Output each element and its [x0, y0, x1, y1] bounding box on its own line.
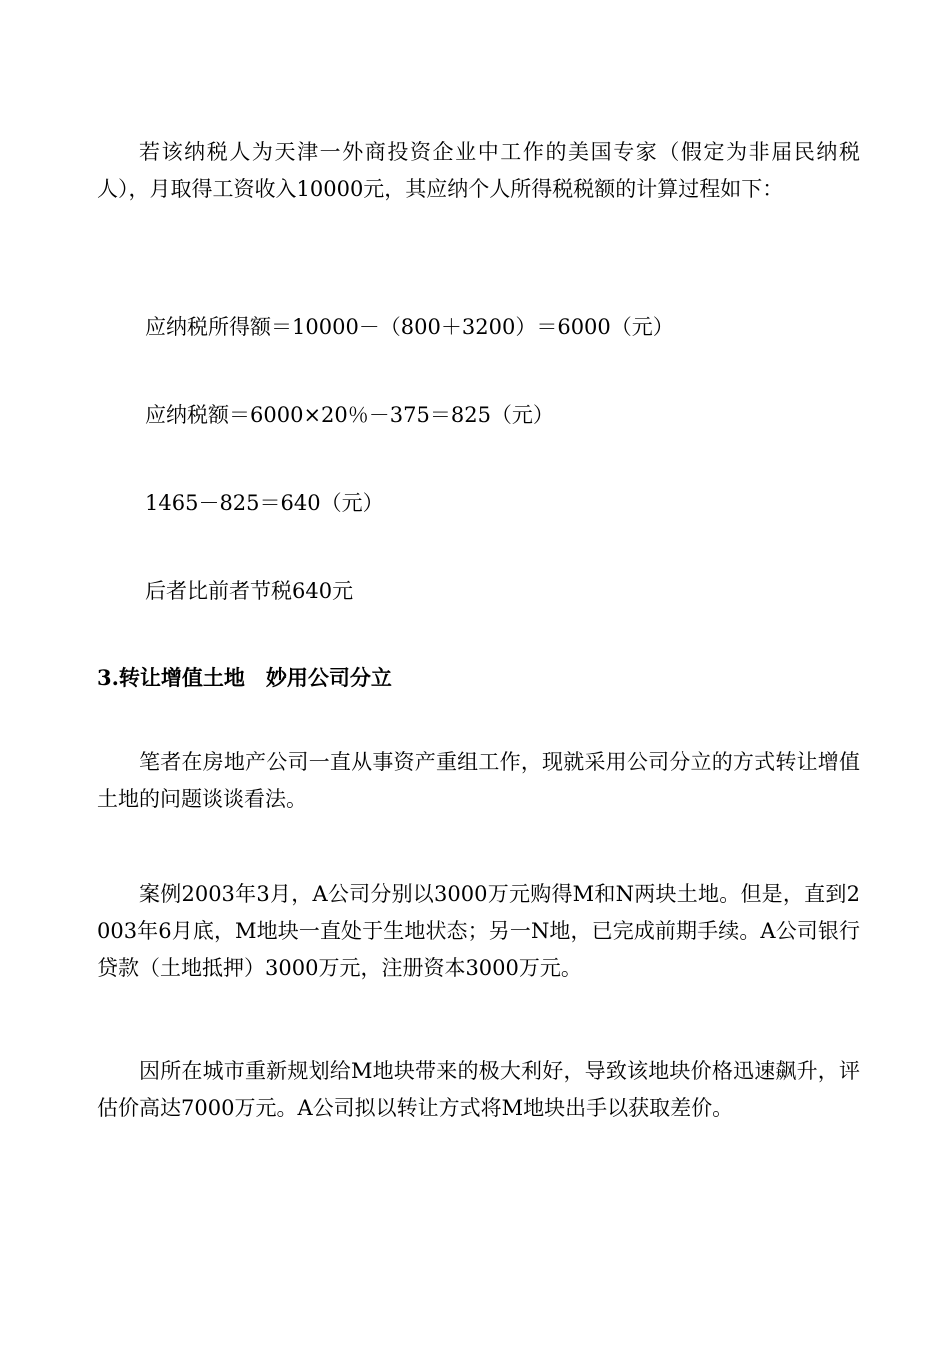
paragraph-author-intro: 笔者在房地产公司一直从事资产重组工作，现就采用公司分立的方式转让增值土地的问题谈谈看法。: [97, 750, 860, 811]
section-heading-3: 3.转让增值土地 妙用公司分立: [97, 665, 392, 690]
calc-tax-amount: 应纳税额＝6000×20％－375＝825（元）: [145, 403, 554, 427]
calc-conclusion: 后者比前者节税640元: [145, 579, 354, 603]
paragraph-land-appreciation: 因所在城市重新规划给M地块带来的极大利好，导致该地块价格迅速飙升，评估价高达7000万元。A公司拟以转让方式将M地块出手以获取差价。: [97, 1059, 860, 1120]
calc-difference: 1465－825＝640（元）: [145, 491, 384, 515]
paragraph-case-2003: 案例2003年3月，A公司分别以3000万元购得M和N两块土地。但是，直到2003年6月底，M地块一直处于生地状态；另一N地，已完成前期手续。A公司银行贷款（土地抵押）3000万元，注册资本3000万元。: [97, 882, 860, 980]
calc-taxable-income: 应纳税所得额＝10000－（800＋3200）＝6000（元）: [145, 315, 674, 339]
paragraph-nonresident-case: 若该纳税人为天津一外商投资企业中工作的美国专家（假定为非届民纳税人），月取得工资收入10000元，其应纳个人所得税税额的计算过程如下：: [97, 140, 860, 201]
